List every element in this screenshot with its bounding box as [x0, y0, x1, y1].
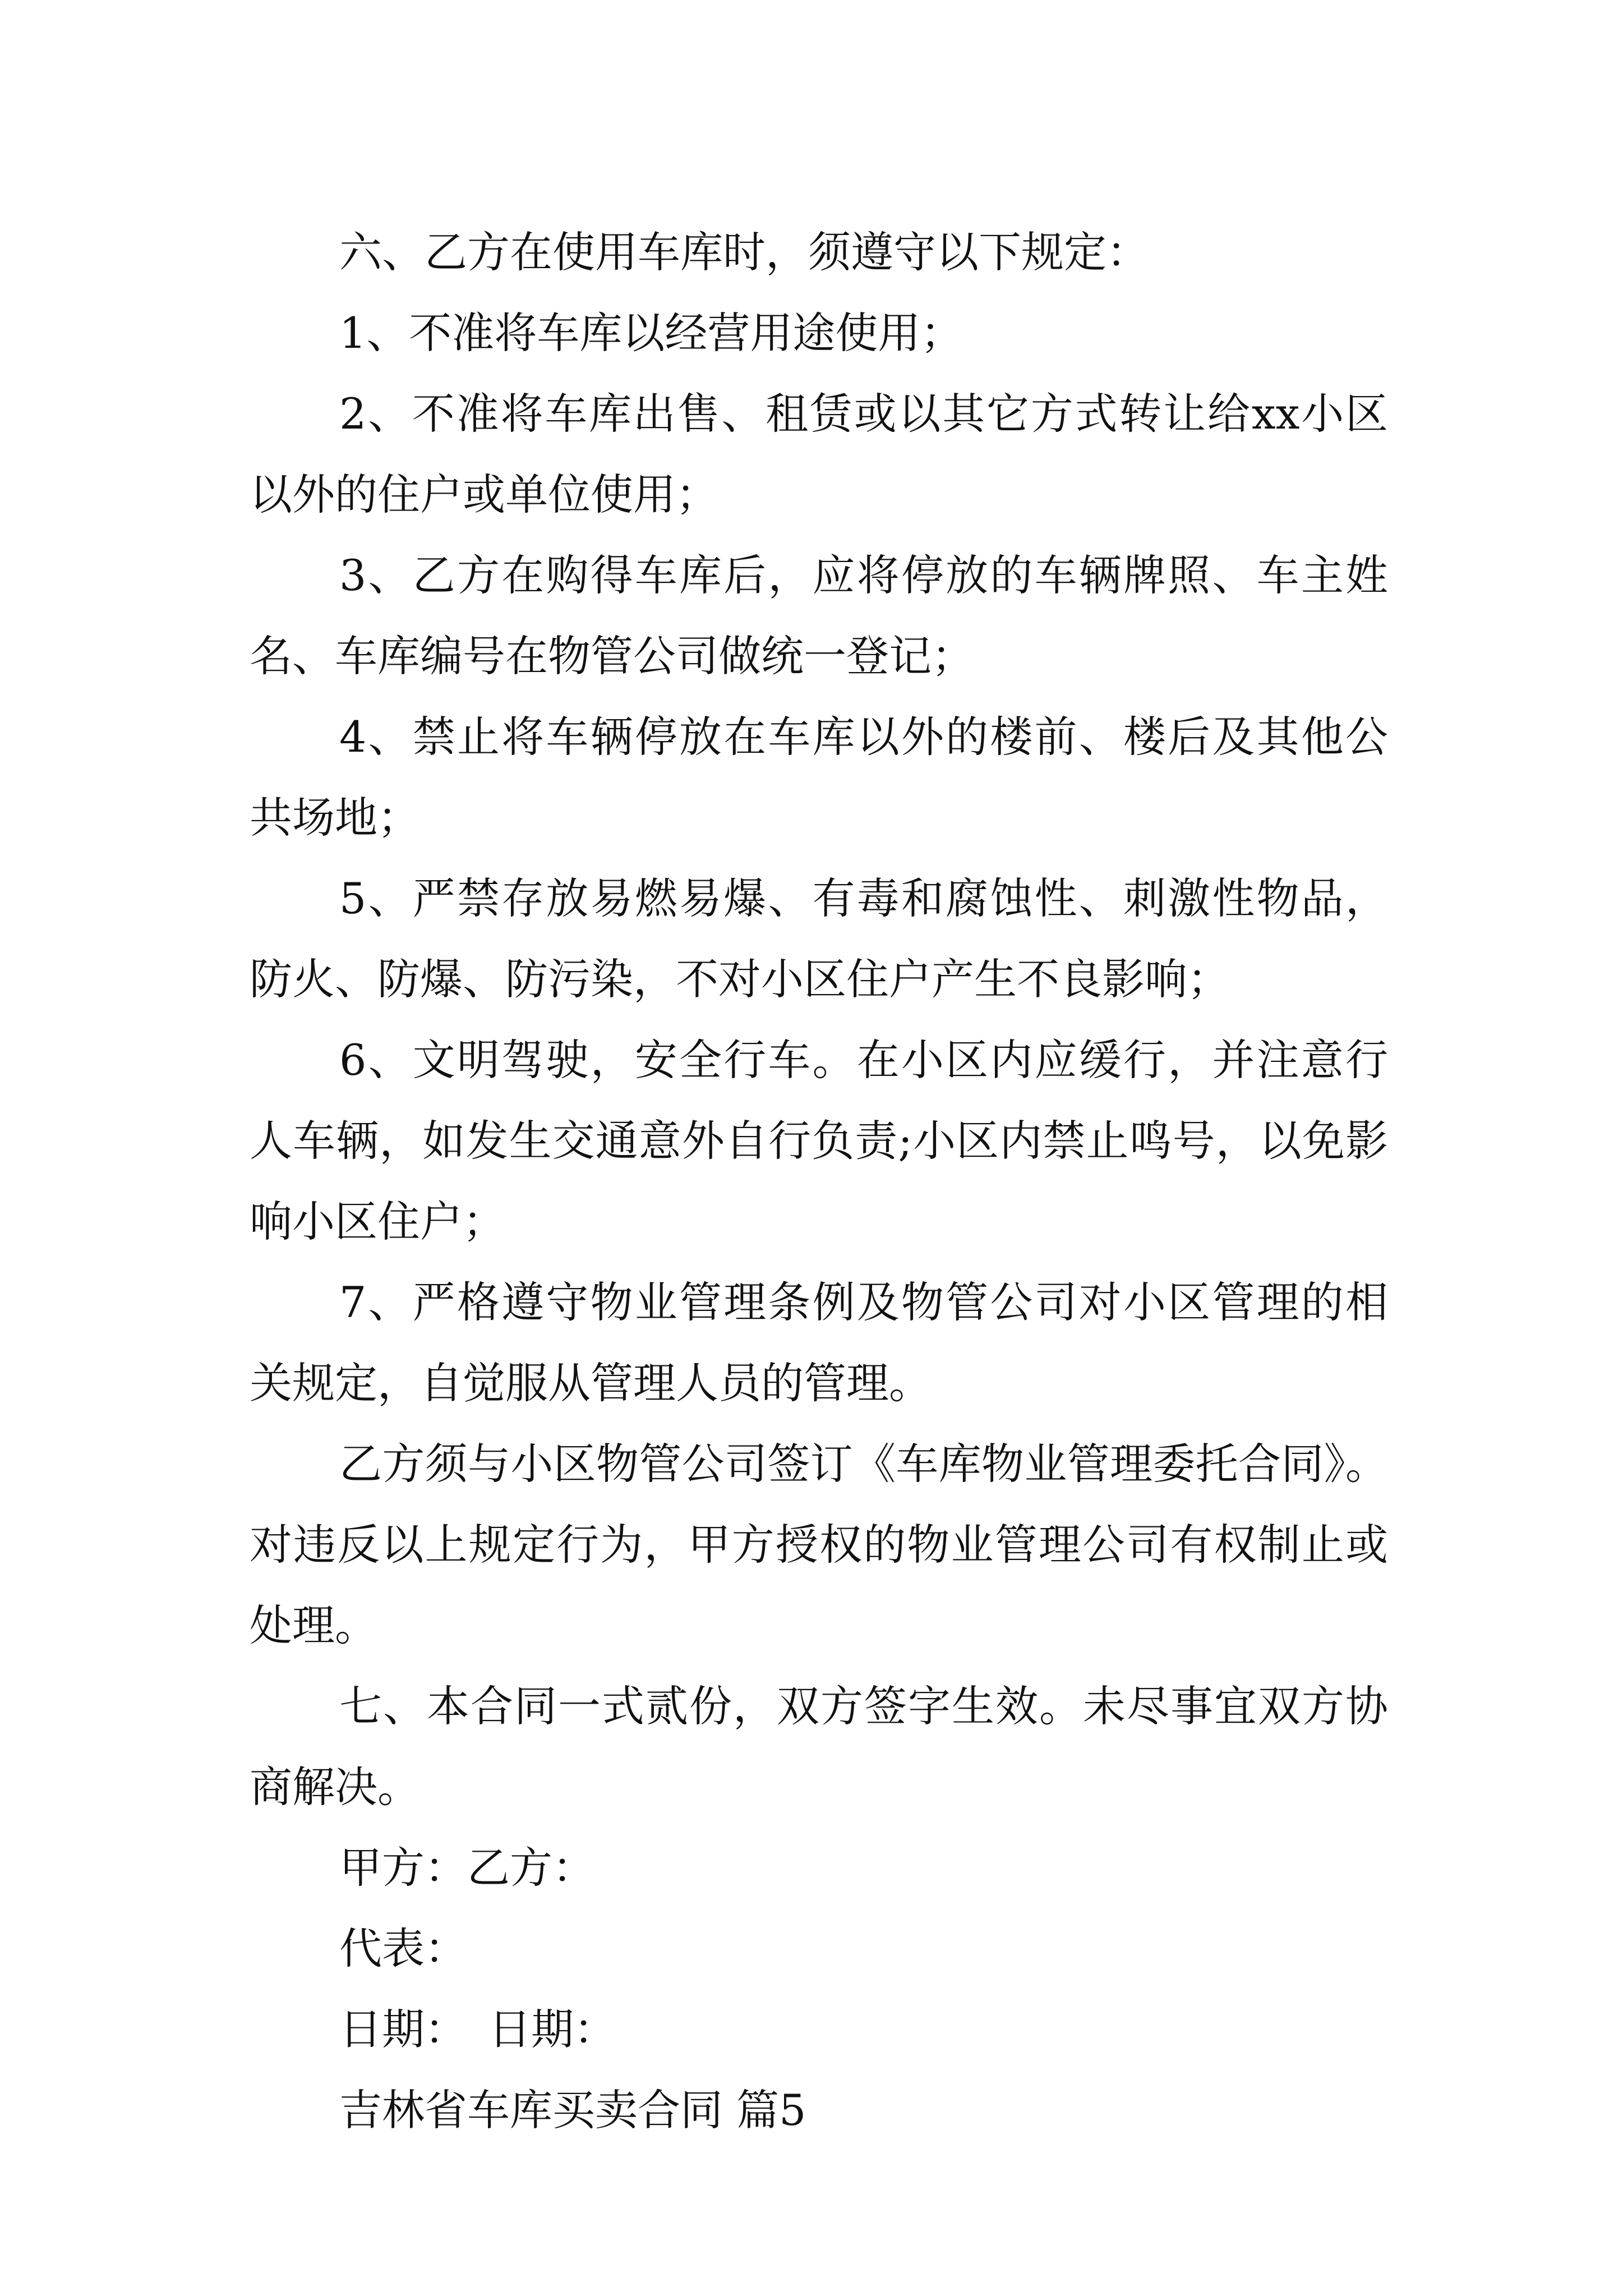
- party-signature-line: 甲方：乙方：: [339, 1843, 595, 1893]
- date-line: 日期： 日期：: [339, 2004, 616, 2054]
- rule-item-2: 2、不准将车库出售、租赁或以其它方式转让给xx小区以外的住户或单位使用；: [250, 389, 1388, 519]
- rule-item-5: 5、严禁存放易燃易爆、有毒和腐蚀性、刺激性物品，防火、防爆、防污染，不对小区住户产生不良影响；: [250, 873, 1388, 1004]
- rule-item-7: 7、严格遵守物业管理条例及物管公司对小区管理的相关规定，自觉服从管理人员的管理。: [250, 1277, 1388, 1408]
- rule-item-6: 6、文明驾驶，安全行车。在小区内应缓行，并注意行人车辆，如发生交通意外自行负责;小区内禁止鸣号，以免影响小区住户；: [250, 1035, 1388, 1246]
- rule-item-3: 3、乙方在购得车库后，应将停放的车辆牌照、车主姓名、车库编号在物管公司做统一登记；: [250, 550, 1388, 681]
- management-contract-paragraph: 乙方须与小区物管公司签订《车库物业管理委托合同》。对违反以上规定行为，甲方授权的物业管理公司有权制止或处理。: [250, 1439, 1388, 1650]
- rule-item-4: 4、禁止将车辆停放在车库以外的楼前、楼后及其他公共场地；: [250, 712, 1388, 843]
- clause-seven-paragraph: 七、本合同一式贰份，双方签字生效。未尽事宜双方协商解决。: [250, 1681, 1388, 1812]
- clause-six-heading: 六、乙方在使用车库时，须遵守以下规定：: [339, 227, 1149, 277]
- document-body: [250, 212, 1388, 2151]
- rule-item-1: 1、不准将车库以经营用途使用；: [339, 308, 963, 358]
- representative-line: 代表：: [339, 1924, 467, 1973]
- next-section-title: 吉林省车库买卖合同 篇5: [339, 2085, 806, 2135]
